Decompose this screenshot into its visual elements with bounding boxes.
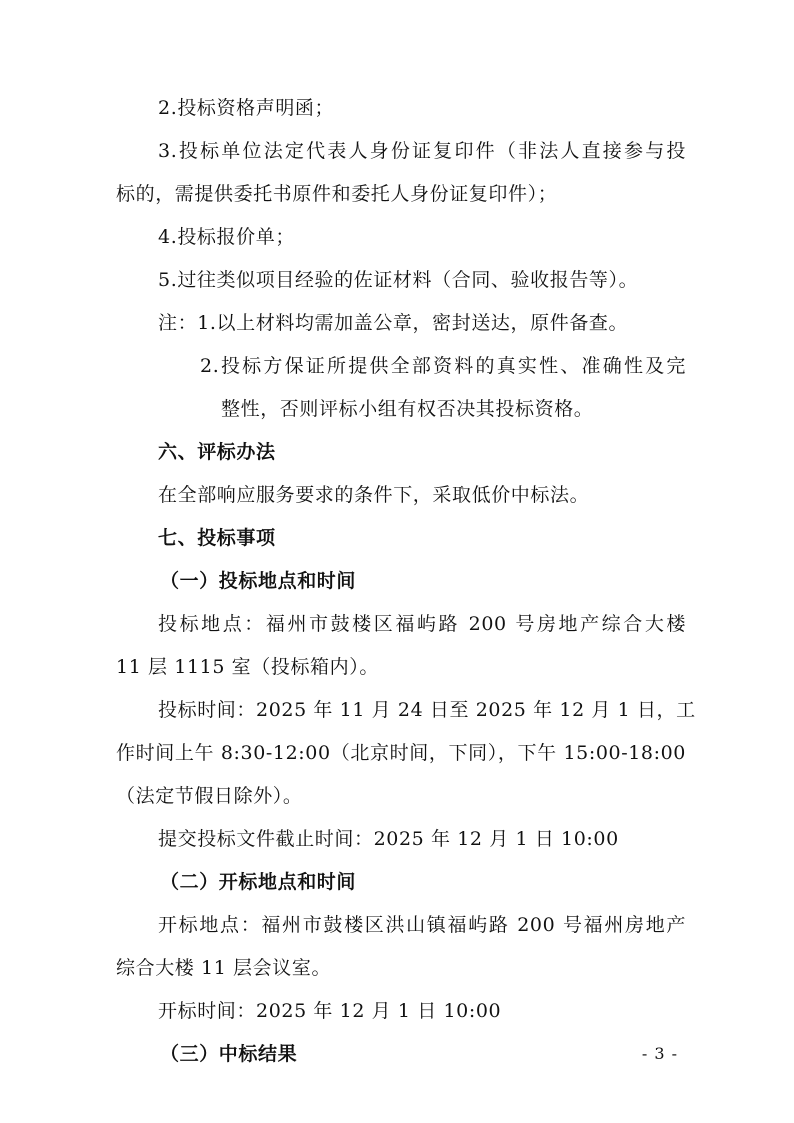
text-line: 投标地点：福州市鼓楼区福屿路 200 号房地产综合大楼 (158, 613, 686, 635)
note-line: 2.投标方保证所提供全部资料的真实性、准确性及完 (200, 355, 686, 377)
subsection-heading: （一）投标地点和时间 (160, 570, 357, 592)
note-line: 注：1.以上材料均需加盖公章，密封送达，原件备查。 (158, 312, 629, 334)
text-line: 开标地点：福州市鼓楼区洪山镇福屿路 200 号福州房地产 (158, 914, 686, 936)
text-line: 标的，需提供委托书原件和委托人身份证复印件）； (116, 183, 558, 205)
text-line: 开标时间：2025 年 12 月 1 日 10:00 (158, 1000, 502, 1022)
subsection-heading: （三）中标结果 (160, 1043, 298, 1065)
page-number: - 3 - (641, 1044, 678, 1063)
note-line: 整性，否则评标小组有权否决其投标资格。 (221, 398, 594, 420)
text-line: 11 层 1115 室（投标箱内）。 (116, 656, 379, 678)
text-line: 在全部响应服务要求的条件下，采取低价中标法。 (158, 484, 590, 506)
text-line: 4.投标报价单； (158, 226, 295, 248)
text-line: 5.过往类似项目经验的佐证材料（合同、验收报告等）。 (158, 269, 639, 291)
text-line: 3.投标单位法定代表人身份证复印件（非法人直接参与投 (158, 140, 686, 162)
text-line: （法定节假日除外）。 (116, 785, 303, 807)
text-line: 综合大楼 11 层会议室。 (116, 957, 332, 979)
text-line: 投标时间：2025 年 11 月 24 日至 2025 年 12 月 1 日，工 (158, 699, 696, 721)
section-heading: 六、评标办法 (158, 441, 276, 463)
section-heading: 七、投标事项 (158, 527, 276, 549)
text-line: 提交投标文件截止时间：2025 年 12 月 1 日 10:00 (158, 828, 619, 850)
text-line: 作时间上午 8:30-12:00（北京时间，下同），下午 15:00-18:00 (116, 742, 686, 764)
subsection-heading: （二）开标地点和时间 (160, 871, 357, 893)
text-line: 2.投标资格声明函； (158, 97, 335, 119)
